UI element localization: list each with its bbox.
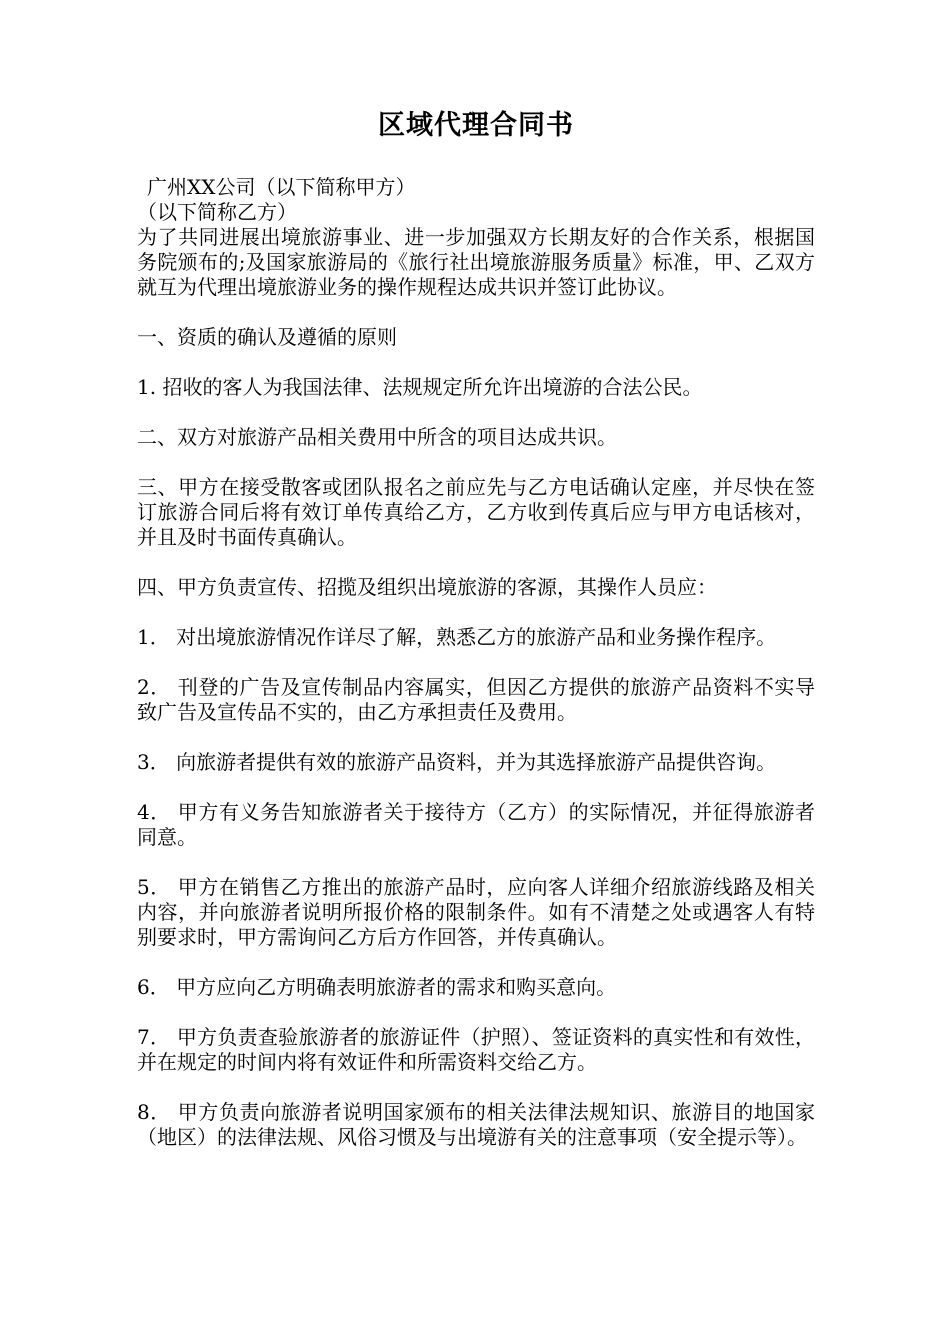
party-b-line: （以下简称乙方） bbox=[137, 200, 297, 224]
section-2-paragraph: 二、双方对旅游产品相关费用中所含的项目达成共识。 bbox=[137, 425, 617, 449]
document-body bbox=[137, 175, 815, 1150]
section-4-item-6: 6． 甲方应向乙方明确表明旅游者的需求和购买意向。 bbox=[137, 975, 617, 999]
section-4-item-8: 8． 甲方负责向旅游者说明国家颁布的相关法律法规知识、旅游目的地国家（地区）的法律法规、风俗习惯及与出境游有关的注意事项（安全提示等）。 bbox=[137, 1100, 815, 1149]
section-4-item-3: 3． 向旅游者提供有效的旅游产品资料，并为其选择旅游产品提供咨询。 bbox=[137, 750, 777, 774]
section-4-item-1: 1． 对出境旅游情况作详尽了解，熟悉乙方的旅游产品和业务操作程序。 bbox=[137, 625, 777, 649]
section-4-item-4: 4． 甲方有义务告知旅游者关于接待方（乙方）的实际情况，并征得旅游者同意。 bbox=[137, 800, 815, 849]
section-1-item-1: 1. 招收的客人为我国法律、法规规定所允许出境游的合法公民。 bbox=[137, 375, 703, 399]
section-1-heading: 一、资质的确认及遵循的原则 bbox=[137, 325, 397, 349]
party-a-line: 广州XX公司（以下简称甲方） bbox=[147, 175, 416, 199]
section-4-item-2: 2． 刊登的广告及宣传制品内容属实，但因乙方提供的旅游产品资料不实导致广告及宣传品不实的，由乙方承担责任及费用。 bbox=[137, 675, 815, 724]
intro-paragraph: 为了共同进展出境旅游事业、进一步加强双方长期友好的合作关系，根据国务院颁布的;及国家旅游局的《旅行社出境旅游服务质量》标准，甲、乙双方就互为代理出境旅游业务的操作规程达成共识并签订此协议。 bbox=[137, 225, 815, 299]
section-3-paragraph: 三、甲方在接受散客或团队报名之前应先与乙方电话确认定座，并尽快在签订旅游合同后将有效订单传真给乙方，乙方收到传真后应与甲方电话核对，并且及时书面传真确认。 bbox=[137, 475, 815, 549]
section-4-heading: 四、甲方负责宣传、招揽及组织出境旅游的客源，其操作人员应： bbox=[137, 575, 717, 599]
section-4-item-5: 5． 甲方在销售乙方推出的旅游产品时，应向客人详细介绍旅游线路及相关内容，并向旅游者说明所报价格的限制条件。如有不清楚之处或遇客人有特别要求时，甲方需询问乙方后方作回答，并传真确认。 bbox=[137, 875, 815, 949]
section-4-item-7: 7． 甲方负责查验旅游者的旅游证件（护照）、签证资料的真实性和有效性，并在规定的时间内将有效证件和所需资料交给乙方。 bbox=[137, 1025, 815, 1074]
document-title: 区域代理合同书 bbox=[378, 110, 574, 141]
